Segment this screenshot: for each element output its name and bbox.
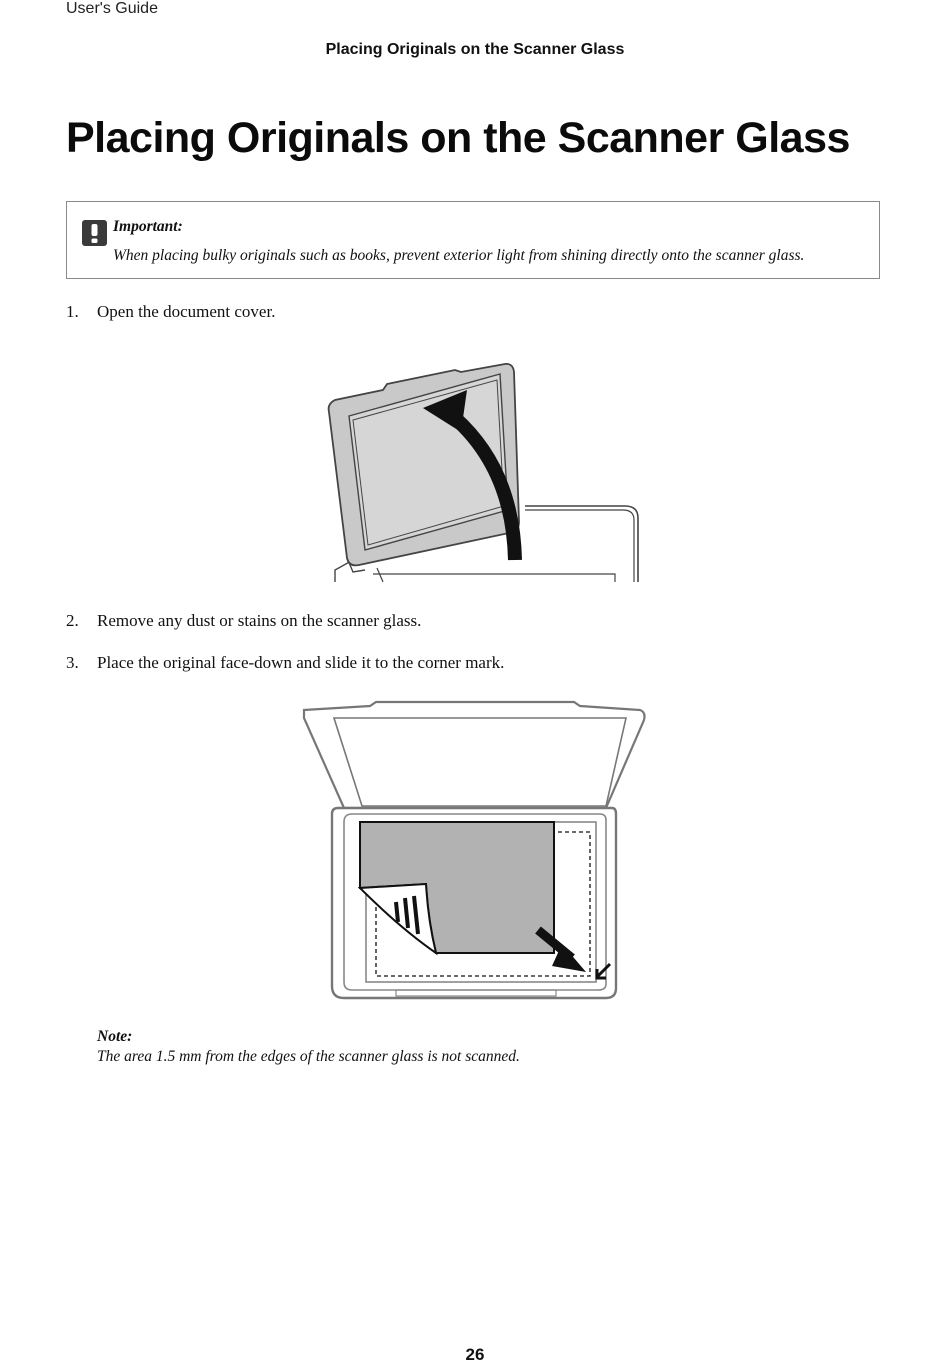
- important-text: When placing bulky originals such as books, prevent exterior light from shining directly onto the scanner glass.: [113, 247, 805, 264]
- note-text: The area 1.5 mm from the edges of the scanner glass is not scanned.: [97, 1048, 520, 1065]
- exclamation-icon: [82, 220, 107, 246]
- page-number: 26: [465, 1345, 485, 1364]
- running-header: User's Guide: [66, 0, 158, 17]
- step-text: Place the original face-down and slide it to the corner mark.: [97, 653, 505, 672]
- important-callout: [66, 201, 880, 279]
- section-header: Placing Originals on the Scanner Glass: [325, 41, 625, 58]
- step-text: Open the document cover.: [97, 302, 276, 321]
- step-text: Remove any dust or stains on the scanner glass.: [97, 611, 422, 630]
- page-title: Placing Originals on the Scanner Glass: [66, 114, 850, 162]
- open-cover-illustration: [325, 360, 645, 585]
- important-label: Important:: [113, 218, 183, 235]
- step-number: 2.: [66, 611, 79, 630]
- note-label: Note:: [97, 1028, 133, 1045]
- place-original-illustration: [300, 700, 650, 1002]
- step-number: 1.: [66, 302, 79, 321]
- step-number: 3.: [66, 653, 79, 672]
